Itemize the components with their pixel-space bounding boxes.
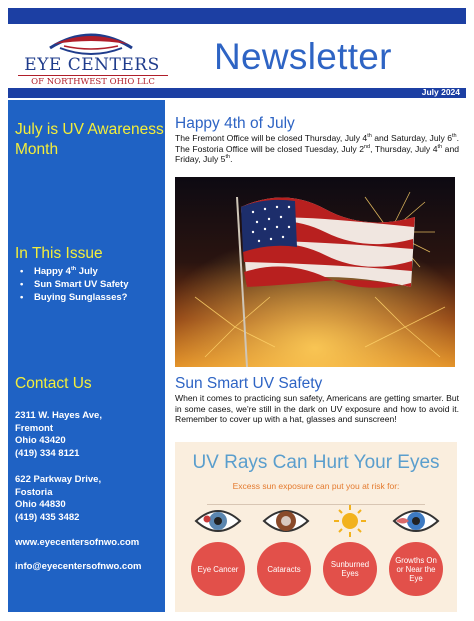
email-link[interactable]: info@eyecentersofnwo.com	[15, 561, 142, 572]
uv-awareness-heading: July is UV Awareness Month	[15, 121, 164, 158]
in-this-issue-heading: In This Issue	[15, 245, 103, 262]
risk-cataracts: Cataracts	[257, 542, 311, 596]
date-bar	[8, 88, 466, 98]
issue-item-sunglasses[interactable]: • Buying Sunglasses?	[20, 291, 129, 304]
risk-growths: Growths On or Near the Eye	[389, 542, 443, 596]
uv-infographic-subtitle: Excess sun exposure can put you at risk for:	[232, 481, 400, 491]
fremont-office-address: 2311 W. Hayes Ave, Fremont Ohio 43420 (419) 334 8121	[15, 410, 102, 459]
eye-centers-logo	[10, 26, 170, 92]
issue-list	[20, 265, 129, 304]
contact-us-heading: Contact Us	[15, 375, 92, 392]
top-banner-bar	[8, 8, 466, 24]
logo-subtitle: OF NORTHWEST OHIO LLC	[18, 75, 168, 87]
section-heading-sun-smart: Sun Smart UV Safety	[175, 375, 323, 392]
section-heading-4th-july: Happy 4th of July	[175, 115, 295, 132]
risk-eye-cancer: Eye Cancer	[191, 542, 245, 596]
closure-notice: The Fremont Office will be closed Thursday, July 4th and Saturday, July 6th. The Fostoria Office will be closed Tuesday, July 2nd, Thursday, July 4th and Friday, July 5th.	[175, 133, 460, 164]
fostoria-office-address: 622 Parkway Drive, Fostoria Ohio 44830 (419) 435 3482	[15, 474, 102, 523]
uv-infographic	[175, 442, 457, 612]
eye-cancer-eye-icon	[193, 504, 243, 538]
issue-item-sun-smart[interactable]: • Sun Smart UV Safety	[20, 278, 129, 291]
issue-date: July 2024	[421, 87, 460, 97]
risk-sunburned-eyes: Sunburned Eyes	[323, 542, 377, 596]
eye-growth-icon	[391, 504, 441, 538]
sun-icon	[325, 504, 375, 538]
logo-name: EYE CENTERS	[24, 55, 160, 75]
uv-infographic-title: UV Rays Can Hurt Your Eyes	[192, 452, 440, 473]
issue-item-happy-4th[interactable]: • Happy 4th July	[20, 265, 129, 278]
flag-fireworks-photo	[175, 177, 455, 367]
sidebar	[8, 100, 165, 612]
sun-safety-body: When it comes to practicing sun safety, Americans are getting smarter. But in some cases, we're still in the dark on UV exposure and how to avoid it. Remember to cover up with a hat, glasses and sunscreen!	[175, 393, 459, 424]
page-title: Newsletter	[214, 36, 392, 77]
cataract-eye-icon	[261, 504, 311, 538]
website-link[interactable]: www.eyecentersofnwo.com	[15, 537, 140, 548]
